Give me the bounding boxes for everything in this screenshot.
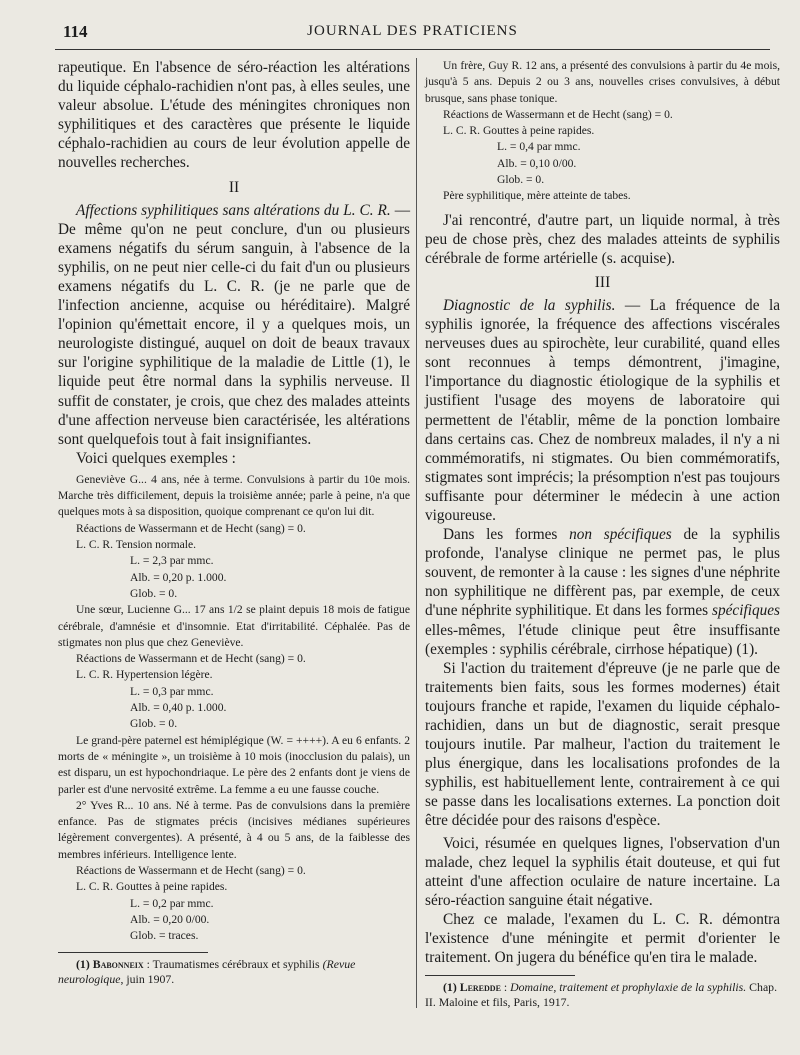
case-lucienne-lcr: L. C. R. Hypertension légère. [76, 668, 213, 682]
case-guy-glob: Glob. = 0. [497, 173, 545, 187]
case-genevieve-glob: Glob. = 0. [130, 586, 178, 600]
section-number-iii: III [594, 273, 611, 291]
left-column [58, 58, 410, 987]
journal-title: JOURNAL DES PRATICIENS [307, 23, 518, 39]
section-ii-title: Affections syphilitiques sans altérations du L. C. R. [76, 201, 391, 219]
case-yves: 2° Yves R... 10 ans. Né à terme. Pas de convulsions dans la première enfance. Pas de stigmates précis (incisives médianes supérieures légèrement convergentes). A présenté, à 4 ou 5 ans, de la faiblesse des membres inférieurs. Intelligence lente. [58, 798, 410, 861]
column-divider [416, 58, 417, 1008]
case-genevieve: Geneviève G... 4 ans, née à terme. Convulsions à partir du 10e mois. Marche très difficilement, depuis la troisième année; parle à peine, n'a que quelques mots à sa disposition, quoique comprenant ce qu'on lui dit. [58, 472, 410, 519]
case-lucienne-l: L. = 0,3 par mmc. [130, 684, 214, 698]
paragraph-observation: Voici, résumée en quelques lignes, l'observation d'un malade, chez lequel la syphilis était douteuse, et qui fut atteint d'une affection oculaire de nature incertaine. La séro-réaction sanguine était négative. [425, 834, 780, 909]
family-history: Le grand-père paternel est hémiplégique (W. = ++++). A eu 6 enfants. 2 morts de « méningite », un troisième à 10 mois (inocclusion du palais), un est disparu, un est hypochondriaque. Le père des 2 enfants dont je viens de parler est d'une nervosité extrême. La femme a eu une fausse couche. [58, 733, 410, 796]
footnote-right [425, 980, 780, 1010]
section-ii-paragraph [58, 201, 410, 449]
case-guy-lcr: L. C. R. Gouttes à peine rapides. [443, 124, 595, 138]
forms-italic-b: spécifiques [712, 602, 780, 620]
forms-text-a: Dans les formes [443, 526, 570, 544]
footnote-author-right: (1) Leredde [443, 980, 501, 995]
forms-text-b: de la syphilis profonde, l'analyse clinique ne permet pas, le plus souvent, de remonter à la cause : les signes d'une néphrite non syphilitique ne diffèrent pas, par exemple, de ceux d'une néphrite syphilitique. Et dans les formes [425, 526, 780, 620]
case-genevieve-l: L. = 2,3 par mmc. [130, 554, 214, 568]
section-number-ii: II [228, 178, 240, 196]
case-guy-parents: Père syphilitique, mère atteinte de tabes. [443, 189, 631, 203]
case-yves-glob: Glob. = traces. [130, 929, 199, 943]
case-guy: Un frère, Guy R. 12 ans, a présenté des convulsions à partir du 4e mois, jusqu'à 5 ans. Depuis 2 ou 3 ans, nouvelles crises convulsives, à début brusque, sans phase tonique. [425, 59, 780, 105]
case-genevieve-lcr: L. C. R. Tension normale. [76, 538, 197, 552]
page-header [55, 22, 770, 44]
case-yves-lcr: L. C. R. Gouttes à peine rapides. [76, 880, 228, 894]
case-yves-l: L. = 0,2 par mmc. [130, 896, 214, 910]
footnote-publisher: Chap. II. Maloine et fils, Paris, 1917. [425, 980, 778, 1010]
section-iii-title: Diagnostic de la syphilis. [443, 296, 616, 314]
case-lucienne: Une sœur, Lucienne G... 17 ans 1/2 se plaint depuis 18 mois de fatigue cérébrale, d'amnésie et d'insomnie. Etat d'irritabilité. Céphalée. Pas de stigmates non plus que chez Geneviève. [58, 603, 410, 649]
page-number: 114 [63, 22, 88, 41]
section-iii-paragraph [425, 296, 780, 525]
footnote-rule-right [425, 975, 575, 976]
paragraph-intro: rapeutique. En l'absence de séro-réaction les altérations du liquide céphalo-rachidien n'ont pas, à elles seules, une valeur absolue. L'étude des méningites chroniques non syphilitiques et des caractères que présente le liquide céphalo-rachidien au cours de leur évolution appelle de nouvelles recherches. [58, 59, 410, 172]
case-genevieve-wassermann: Réactions de Wassermann et de Hecht (sang) = 0. [76, 521, 306, 535]
case-yves-alb: Alb. = 0,20 0/00. [130, 912, 210, 926]
forms-italic-a: non spécifiques [569, 526, 672, 544]
forms-text-c: elles-mêmes, l'étude clinique peut être insuffisante (exemples : syphilis cérébrale, cirrhose hépatique) (1). [425, 621, 780, 658]
case-lucienne-glob: Glob. = 0. [130, 717, 178, 731]
paragraph-normal-liquid: J'ai rencontré, d'autre part, un liquide normal, à très peu de chose près, chez des malades atteints de syphilis cérébrale de forme artérielle (s. acquise). [425, 211, 780, 267]
footnote-left [58, 957, 410, 987]
case-guy-l: L. = 0,4 par mmc. [497, 140, 581, 154]
footnote-author: (1) Babonneix [76, 957, 144, 972]
header-rule [55, 49, 770, 50]
examples-heading: Voici quelques exemples : [76, 449, 236, 467]
footnote-book-title: Domaine, traitement et prophylaxie de la syphilis. [510, 980, 747, 995]
section-iii-body: — La fréquence de la syphilis ignorée, la fréquence des affections viscérales nerveuses dues au spirochète, leur curabilité, quand elles sont reconnues à temps démontrent, j'imagine, l'importance du diagnostic étiologique de la syphilis et justifient l'usage des moyens de laboratoire qui permettent de l'établir, même de la ponction lombaire dans certains cas. Chez de nombreux malades, il n'y a ni commémoratifs, ni stigmates. Ou bien commémoratifs, stigmates sont imprécis; la présomption n'est pas toujours suffisante pour déterminer le médecin à une action vigoureuse. [425, 296, 780, 524]
footnote-text: : Traumatismes cérébraux et syphilis [143, 957, 323, 972]
footnote-journal: (Revue neurologique [58, 957, 356, 987]
paragraph-forms [425, 525, 780, 659]
case-lucienne-wassermann: Réactions de Wassermann et de Hecht (sang) = 0. [76, 652, 306, 666]
case-guy-wassermann: Réactions de Wassermann et de Hecht (sang) = 0. [443, 107, 673, 121]
case-yves-wassermann: Réactions de Wassermann et de Hecht (sang) = 0. [76, 864, 306, 877]
case-guy-alb: Alb. = 0,10 0/00. [497, 156, 577, 170]
case-lucienne-alb: Alb. = 0,40 p. 1.000. [130, 701, 227, 715]
footnote-rule [58, 952, 208, 953]
paragraph-treatment: Si l'action du traitement d'épreuve (je ne parle que de traitements bien faits, sous les formes modernes) était toujours franche et rapide, l'examen du liquide céphalo-rachidien, dans un but de diagnostic, serait presque toujours inutile. Par malheur, l'action du traitement le plus énergique, dans les localisations profondes de la syphilis, est habituellement lente, contrairement à ce qui se passe dans les localisations externes. La ponction doit être décidée pour des raisons d'espèce. [425, 659, 780, 830]
paragraph-patient: Chez ce malade, l'examen du L. C. R. démontra l'existence d'une méningite et permit d'orienter le traitement. On jugera du bénéfice qu'en tira le malade. [425, 910, 780, 967]
footnote-sep: : [500, 980, 511, 995]
section-ii-body: — De même qu'on ne peut conclure, d'un ou plusieurs examens négatifs du sérum sanguin, à l'absence de la syphilis, on ne peut nier celle-ci du fait d'un ou plusieurs examens négatifs du L. C. R. (je ne parle que de l'infection ancienne, acquise ou héréditaire). Malgré l'opinion qu'émettait encore, il y a quelques mois, un neurologiste distingué, auquel on doit de beaux travaux sur l'origine syphilitique de la maladie de Little (1), le liquide peut être normal dans la syphilis nerveuse. Il suffit de constater, je crois, que chez des malades atteints d'une affection nerveuse bien caractérisée, les altérations sont quelquefois tout à fait insignifiantes. [58, 201, 410, 448]
right-column [425, 58, 780, 1010]
footnote-date: , juin 1907. [120, 972, 175, 987]
case-genevieve-alb: Alb. = 0,20 p. 1.000. [130, 570, 227, 584]
